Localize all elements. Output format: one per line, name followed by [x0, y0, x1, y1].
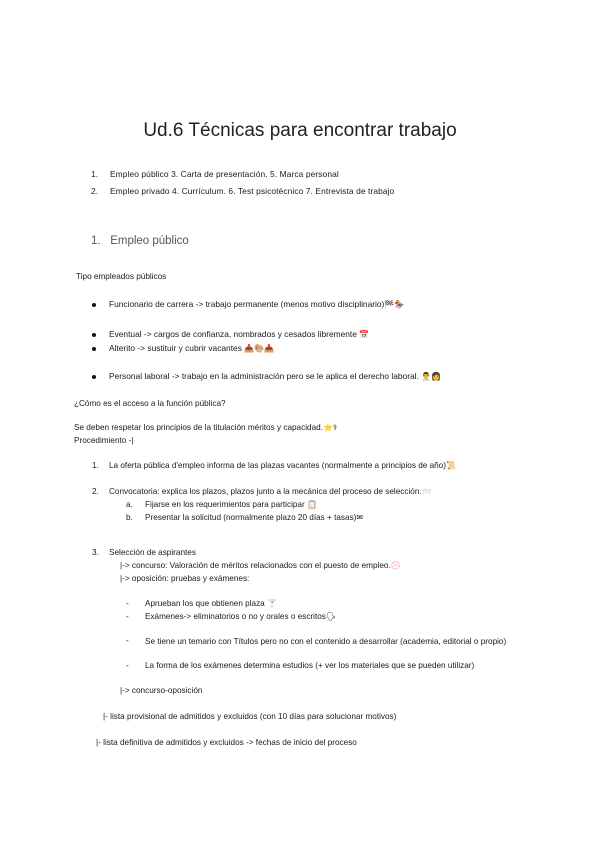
lista-provisional: |- lista provisional de admitidos y excluidos (con 10 días para solucionar motivos) [103, 712, 397, 721]
list-item: Alterito -> sustituir y cubrir vacantes 📥🎨📥 [109, 343, 275, 353]
concurso-oposicion-line: |-> concurso-oposición [120, 686, 203, 695]
calendar-icon: 📅 [359, 330, 370, 339]
substep-text: Fijarse en los requerimientos para participar 📋 [145, 500, 317, 509]
list-item: Eventual -> cargos de confianza, nombrados y cesados libremente 📅 [109, 329, 370, 339]
bullet [92, 347, 96, 351]
list-item: Aprueban los que obtienen plaza 🍸 [145, 599, 277, 608]
bullet [92, 375, 96, 379]
paragraph: Se deben respetar los principios de la titulación méritos y capacidad.⭐⚕ [74, 423, 338, 432]
substep-letter: a. [126, 500, 133, 509]
oposicion-line: |-> oposición: pruebas y exámenes: [120, 574, 250, 583]
clipboard-icon: 📋 [307, 500, 317, 509]
list-item: Exámenes-> eliminatorios o no y orales o escritos🗣 [145, 612, 337, 621]
page-title: Ud.6 Técnicas para encontrar trabajo [143, 120, 457, 141]
mail-icon: ✉ [356, 513, 364, 522]
list-item: Personal laboral -> trabajo en la administración pero se le aplica el derecho laboral. 👨‍⚕️👩 [109, 371, 442, 381]
scroll-icon: 📜 [445, 461, 456, 470]
step-number: 2. [92, 487, 99, 496]
substep-text: Presentar la solicitud (normalmente plazo 20 días + tasas)✉ [145, 513, 364, 522]
step-number: 1. [92, 461, 99, 470]
dash-bullet: - [126, 636, 129, 645]
speaking-icon: 🗣 [325, 612, 337, 621]
list-item: Se tiene un temario con Títulos pero no con el contenido a desarrollar (academia, editorial o propio) [145, 637, 507, 646]
section-heading: 1. Empleo público [91, 235, 189, 247]
emoji-icon: 🏁🏇 [384, 300, 405, 309]
bullet [92, 333, 96, 337]
list-item: La forma de los exámenes determina estudios (+ ver los materiales que se pueden utilizar) [145, 661, 475, 670]
lista-definitiva: |- lista definitiva de admitidos y excluidos -> fechas de inicio del proceso [96, 738, 357, 747]
procedimiento-label: Procedimiento -| [74, 436, 134, 445]
question-heading: ¿Cómo es el acceso a la función pública? [74, 399, 226, 408]
substep-letter: b. [126, 513, 133, 522]
envelope-icon: 📨 [421, 487, 432, 496]
concurso-line: |-> concurso: Valoración de méritos relacionados con el puesto de empleo.💮 [120, 561, 401, 570]
star-icon: ⭐⚕ [322, 423, 338, 432]
bullet [92, 303, 96, 307]
step-number: 3. [92, 548, 99, 557]
dash-bullet: - [126, 612, 129, 621]
cocktail-icon: 🍸 [267, 599, 277, 608]
step-text: Selección de aspirantes [109, 548, 196, 557]
worker-icon: 👨‍⚕️👩 [421, 372, 442, 381]
dash-bullet: - [126, 661, 129, 670]
dash-bullet: - [126, 599, 129, 608]
step-text: Convocatoria: explica los plazos, plazos junto a la mecánica del proceso de selección.📨 [109, 487, 432, 496]
step-text: La oferta pública d'empleo informa de las plazas vacantes (normalmente a principios de año)📜 [109, 461, 456, 470]
subheading-tipo: Tipo empleados públicos [76, 272, 167, 281]
flower-icon: 💮 [390, 561, 401, 570]
inbox-icon: 📥🎨📥 [244, 344, 275, 353]
list-item: Funcionario de carrera -> trabajo permanente (menos motivo disciplinario)🏁🏇 [109, 299, 405, 309]
